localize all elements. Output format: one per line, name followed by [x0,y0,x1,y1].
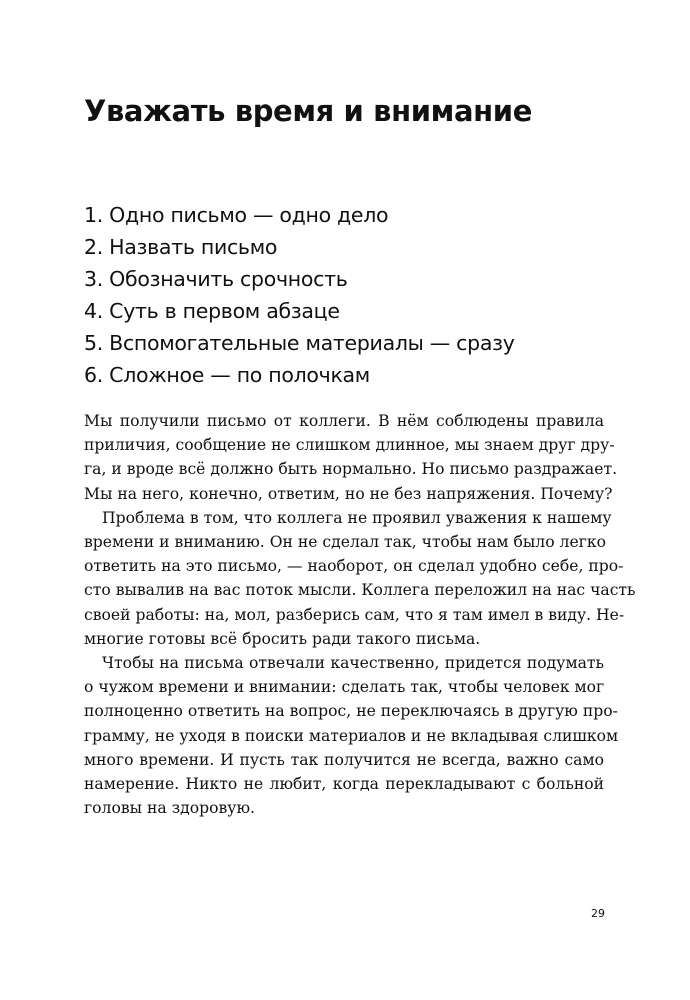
text-line: много времени. И пусть так получится не всегда, важно само [84,750,604,769]
text-line: сто вывалив на вас поток мысли. Коллега переложил на нас часть [84,581,636,600]
text-line: головы на здоровую. [84,799,255,818]
section-list-item: 6. Сложное — по полочкам [84,363,370,387]
text-line: своей работы: на, мол, разберись сам, что я там имел в виду. Не- [84,605,625,624]
text-line: грамму, не уходя в поиски материалов и не вкладывая слишком [84,726,619,745]
text-line: Проблема в том, что коллега не проявил уважения к нашему [102,508,612,527]
section-list-item: 1. Одно письмо — одно дело [84,203,389,227]
text-line: времени и вниманию. Он не сделал так, чтобы нам было легко [84,533,606,552]
text-line: га, и вроде всё должно быть нормально. Но письмо раздражает. [84,460,618,479]
text-line: ответить на это письмо, — наоборот, он сделал удобно себе, про- [84,557,624,576]
text-line: намерение. Никто не любит, когда перекладывают с больной [84,775,604,794]
body-text [84,409,636,820]
text-line: Мы получили письмо от коллеги. В нём соблюдены правила [84,412,604,430]
text-line: многие готовы всё бросить ради такого письма. [84,629,481,648]
section-list-item: 3. Обозначить срочность [84,267,348,291]
section-list-item: 5. Вспомогательные материалы — сразу [84,331,515,355]
chapter-title: Уважать время и внимание [84,94,532,128]
text-line: полноценно ответить на вопрос, не переключаясь в другую про- [84,702,618,721]
section-list-item: 4. Суть в первом абзаце [84,299,340,323]
paragraph [84,651,619,820]
page-number: 29 [591,907,605,920]
paragraph [84,409,618,506]
text-line: Чтобы на письма отвечали качественно, придется подумать [102,654,604,673]
section-list [84,199,515,391]
text-line: о чужом времени и внимании: сделать так, чтобы человек мог [84,678,605,697]
text-line: Мы на него, конечно, ответим, но не без напряжения. Почему? [84,484,613,503]
text-line: приличия, сообщение не слишком длинное, мы знаем друг дру- [84,436,615,455]
paragraph [84,506,636,651]
section-list-item: 2. Назвать письмо [84,235,278,259]
